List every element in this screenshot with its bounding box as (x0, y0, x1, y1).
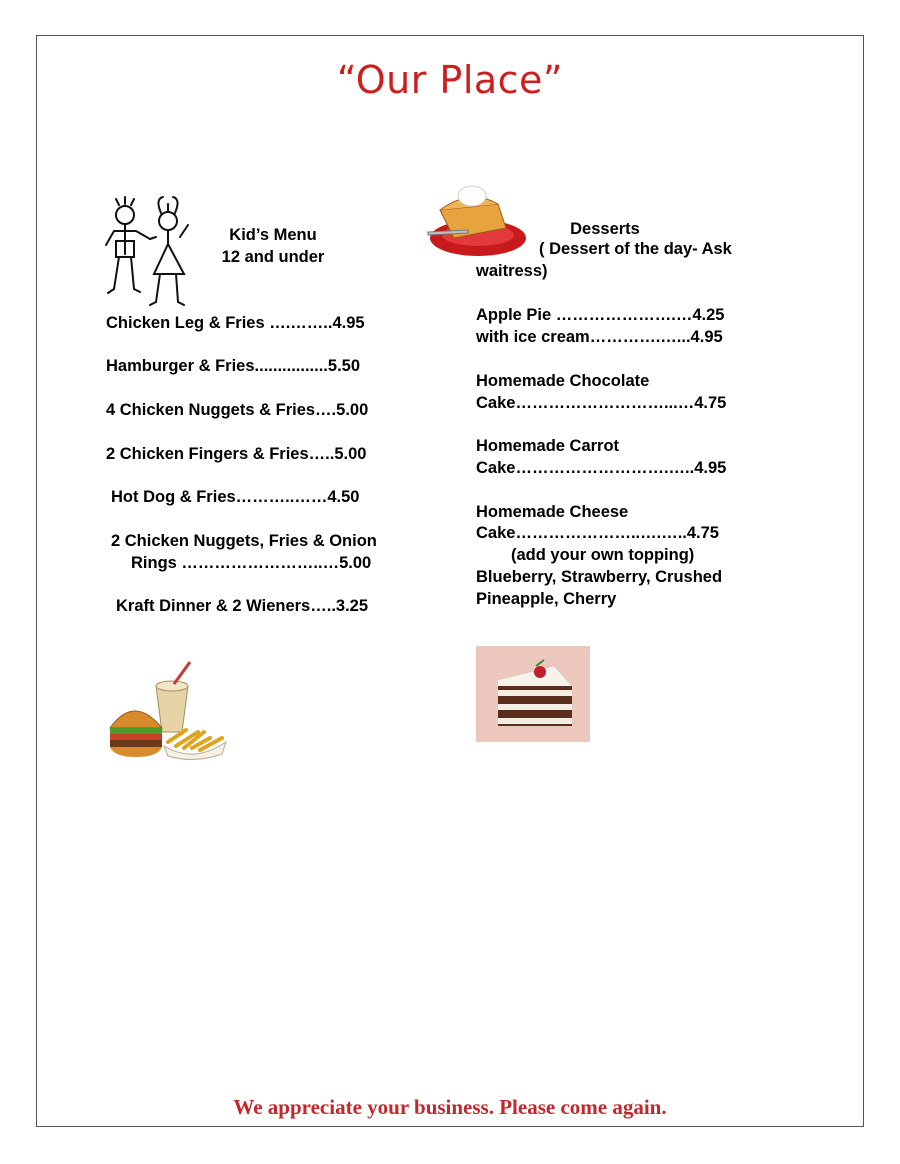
kids-item: Hamburger & Fries................5.50 (106, 357, 361, 375)
footer-message: We appreciate your business. Please come again. (233, 1095, 667, 1119)
kids-item: 2 Chicken Fingers & Fries…..5.00 (106, 445, 367, 463)
kids-menu-heading (205, 224, 341, 268)
desserts-note-line: waitress) (476, 262, 548, 280)
pie-slice-illustration (424, 182, 528, 260)
kids-item: Hot Dog & Fries………..……4.50 (111, 488, 360, 506)
layer-cake-photo (476, 646, 590, 742)
kids-item: Chicken Leg & Fries ….……..4.95 (106, 314, 365, 332)
kids-item: Kraft Dinner & 2 Wieners…..3.25 (116, 597, 369, 615)
dessert-line: Homemade Carrot (476, 437, 620, 455)
dessert-line: Pineapple, Cherry (476, 590, 617, 608)
burger-fries-drink-illustration (104, 658, 228, 764)
dessert-line: (add your own topping) (511, 546, 695, 564)
kids-menu-subtitle: 12 and under (221, 248, 325, 266)
menu-title: “Our Place” (336, 58, 564, 102)
dessert-line: Homemade Cheese (476, 503, 629, 521)
dessert-line: Cake………………………...…4.75 (476, 394, 727, 412)
kids-drawing-illustration (100, 195, 195, 310)
kids-item: 2 Chicken Nuggets, Fries & Onion (111, 532, 377, 550)
desserts-note-line: ( Dessert of the day- Ask (539, 240, 732, 258)
kids-item: Rings ……………………..…5.00 (131, 554, 372, 572)
kids-item: 4 Chicken Nuggets & Fries….5.00 (106, 401, 369, 419)
dessert-line: with ice cream………….…...4.95 (476, 328, 723, 346)
dessert-line: Cake…………………..….…..4.75 (476, 524, 719, 542)
desserts-heading: Desserts (570, 220, 640, 238)
dessert-line: Apple Pie ………………….…4.25 (476, 306, 725, 324)
kids-menu-title: Kid’s Menu (229, 226, 317, 244)
dessert-line: Homemade Chocolate (476, 372, 650, 390)
dessert-line: Cake……………………….…..4.95 (476, 459, 727, 477)
dessert-line: Blueberry, Strawberry, Crushed (476, 568, 723, 586)
